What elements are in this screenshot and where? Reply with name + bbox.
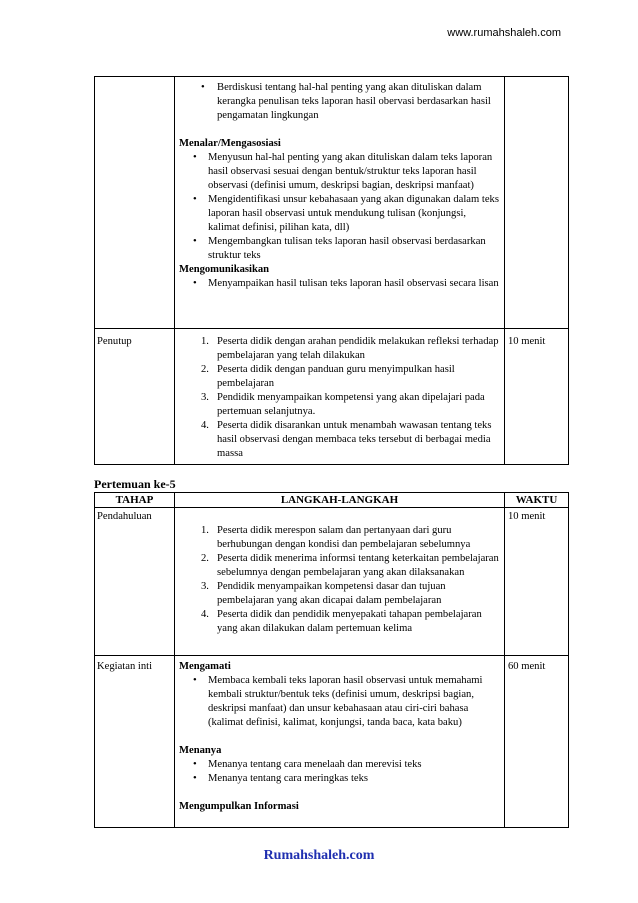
list-item: 4. Peserta didik disarankan untuk menambah wawasan tentang teks hasil observasi dengan membaca teks tersebut di berbagai media massa <box>201 420 492 459</box>
header-time: WAKTU <box>505 493 569 508</box>
list-item: • Menyampaikan hasil tulisan teks laporan hasil observasi secara lisan <box>179 277 500 291</box>
footer-site-name: Rumahshaleh.com <box>263 848 375 863</box>
time-cell: 10 menit <box>505 329 569 465</box>
bullet-list <box>179 277 500 291</box>
activity-heading: Mengumpulkan Informasi <box>179 801 299 812</box>
list-item: 2. Peserta didik dengan panduan guru menyimpulkan hasil pembelajaran <box>201 364 455 389</box>
stage-cell: Penutup <box>95 329 175 465</box>
steps-cell <box>175 329 505 465</box>
list-item: • Menanya tentang cara meringkas teks <box>179 772 500 786</box>
lesson-table <box>94 492 569 828</box>
list-item: • Membaca kembali teks laporan hasil observasi untuk memahami kembali struktur/bentuk teks (definisi umum, deskripsi bagian, deskripsi manfaat) dan unsur kebahasaan atau ciri-ciri bahasa (kalimat definisi, kalimat, konjungsi, tanda baca, kata baku) <box>179 674 500 730</box>
list-item: 1. Peserta didik dengan arahan pendidik melakukan refleksi terhadap pembelajaran yang telah dilakukan <box>201 336 499 361</box>
time-cell <box>505 77 569 329</box>
list-item: 3. Pendidik menyampaikan kompetensi yang akan dipelajari pada pertemuan selanjutnya. <box>201 392 485 417</box>
time-cell: 60 menit <box>505 656 569 828</box>
bullet-list <box>179 674 500 730</box>
table-row <box>95 329 569 465</box>
header-stage: TAHAP <box>95 493 175 508</box>
time-cell: 10 menit <box>505 508 569 656</box>
stage-cell: Kegiatan inti <box>95 656 175 828</box>
lesson-table-continued <box>94 76 569 465</box>
bullet-list <box>179 758 500 786</box>
list-item: • Menanya tentang cara menelaah dan merevisi teks <box>179 758 500 772</box>
bullet-list <box>179 151 500 263</box>
list-item: • Menyusun hal-hal penting yang akan dituliskan dalam teks laporan hasil observasi sesuai dengan bentuk/struktur teks laporan hasil observasi (definisi umum, deskripsi bagian, deskripsi manfaat) <box>179 151 500 193</box>
list-item: • Berdiskusi tentang hal-hal penting yang akan dituliskan dalam kerangka penulisan teks laporan hasil obervasi berdasarkan hasil pengamatan lingkungan <box>179 81 500 123</box>
bullet-list <box>179 81 500 123</box>
list-item: 2. Peserta didik menerima informsi tentang keterkaitan pembelajaran sebelumnya dengan pembelajaran yang akan dilaksanakan <box>201 553 499 578</box>
table-row <box>95 656 569 828</box>
activity-heading: Menanya <box>179 745 222 756</box>
numbered-list <box>179 524 500 636</box>
activity-heading: Mengomunikasikan <box>179 264 270 275</box>
steps-cell <box>175 77 505 329</box>
table-row <box>95 508 569 656</box>
steps-cell <box>175 656 505 828</box>
activity-heading: Mengamati <box>179 661 231 672</box>
list-item: 1. Peserta didik merespon salam dan pertanyaan dari guru berhubungan dengan kondisi dan pembelajaran sebelumnya <box>201 525 471 550</box>
activity-heading: Menalar/Mengasosiasi <box>179 138 281 149</box>
stage-cell <box>95 77 175 329</box>
list-item: 4. Peserta didik dan pendidik menyepakati tahapan pembelajaran yang akan dilakukan dalam pertemuan kelima <box>201 609 482 634</box>
table-header-row <box>95 493 569 508</box>
numbered-list <box>179 335 500 461</box>
list-item: • Mengembangkan tulisan teks laporan hasil observasi berdasarkan struktur teks <box>179 235 500 263</box>
header-steps: LANGKAH-LANGKAH <box>175 493 505 508</box>
site-url: www.rumahshaleh.com <box>447 27 561 39</box>
section-title: Pertemuan ke-5 <box>94 477 176 491</box>
steps-cell <box>175 508 505 656</box>
list-item: • Mengidentifikasi unsur kebahasaan yang akan digunakan dalam teks laporan hasil observasi untuk mendukung tulisan (konjungsi, kalimat definisi, pilihan kata, dll) <box>179 193 500 235</box>
list-item: 3. Pendidik menyampaikan kompetensi dasar dan tujuan pembelajaran yang akan dicapai dalam pembelajaran <box>201 581 446 606</box>
table-row <box>95 77 569 329</box>
stage-cell: Pendahuluan <box>95 508 175 656</box>
